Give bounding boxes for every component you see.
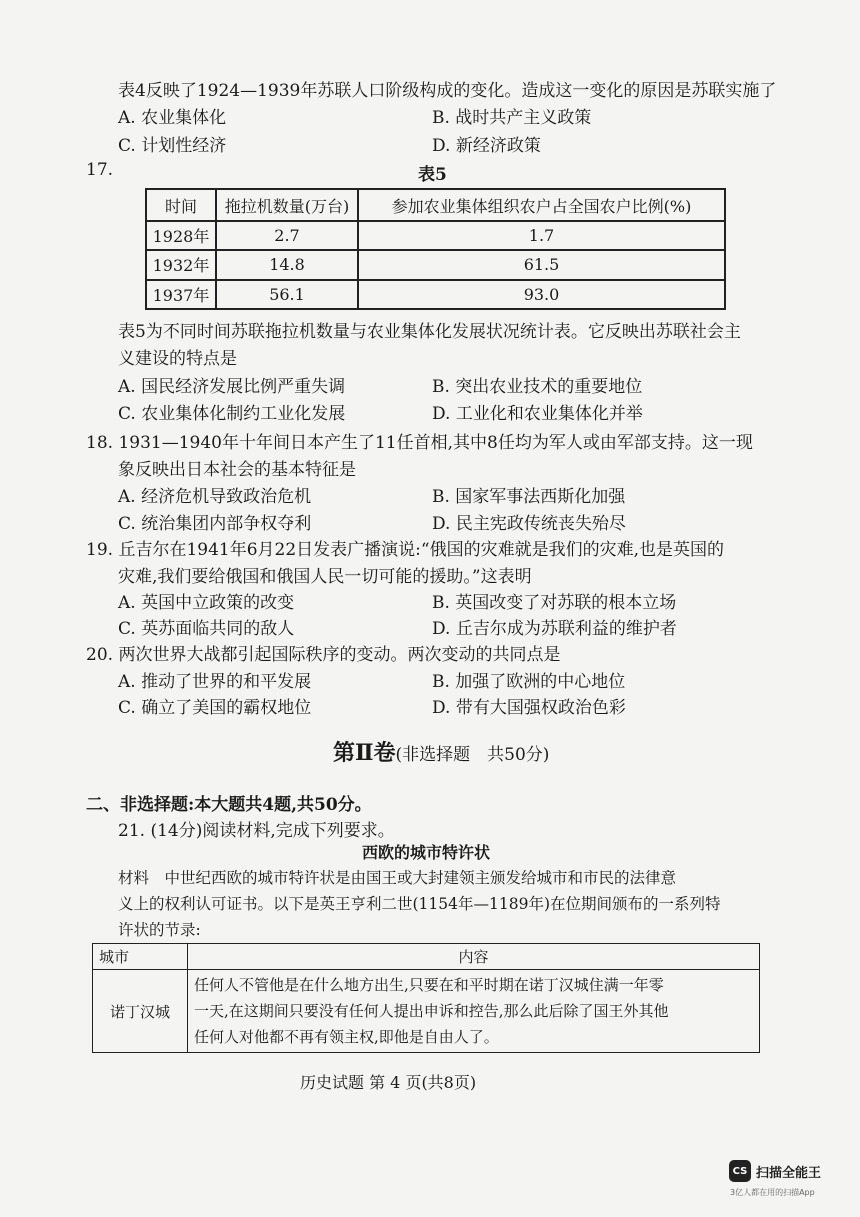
table5-cell: 56.1 <box>216 280 358 309</box>
q19-option-d: D. 丘吉尔成为苏联利益的维护者 <box>432 619 677 639</box>
q21-stem: 21. (14分)阅读材料,完成下列要求。 <box>118 821 395 841</box>
q18-option-c: C. 统治集团内部争权夺利 <box>118 514 312 534</box>
q17-stem-line2: 义建设的特点是 <box>118 349 237 369</box>
q17-option-d: D. 工业化和农业集体化并举 <box>432 404 643 424</box>
watermark-name: 扫描全能王 <box>756 1166 822 1181</box>
q19-option-a: A. 英国中立政策的改变 <box>118 593 295 613</box>
charter-content-line1: 任何人不管他是在什么地方出生,只要在和平时期在诺丁汉城住满一年零 <box>194 976 664 994</box>
q18-stem-line2: 象反映出日本社会的基本特征是 <box>118 460 356 480</box>
table5-cell: 1.7 <box>358 221 725 250</box>
material-line3: 许状的节录: <box>118 921 201 939</box>
material-title: 西欧的城市特许状 <box>362 843 491 862</box>
table5-cell: 2.7 <box>216 221 358 250</box>
q19-option-b: B. 英国改变了对苏联的根本立场 <box>432 593 677 613</box>
table5-header-time: 时间 <box>146 189 216 221</box>
q20-option-a: A. 推动了世界的和平发展 <box>118 672 312 692</box>
q19-stem-line1: 19. 丘吉尔在1941年6月22日发表广播演说:“俄国的灾难就是我们的灾难,也是英国的 <box>86 540 724 560</box>
charter-header-city: 城市 <box>93 944 188 970</box>
q16-option-c: C. 计划性经济 <box>118 136 227 156</box>
charter-content-line2: 一天,在这期间只要没有任何人提出申诉和控告,那么此后除了国王外其他 <box>194 1002 669 1020</box>
table-row <box>146 280 725 309</box>
q17-option-b: B. 突出农业技术的重要地位 <box>432 377 643 397</box>
table-row <box>146 250 725 279</box>
table-row <box>93 970 760 1053</box>
watermark-tagline: 3亿人都在用的扫描App <box>730 1188 815 1197</box>
charter-table <box>92 943 760 1053</box>
charter-header-row <box>93 944 760 970</box>
material-line2: 义上的权利认可证书。以下是英王亨利二世(1154年—1189年)在位期间颁布的一系列特 <box>118 895 721 913</box>
q16-option-a: A. 农业集体化 <box>118 108 227 128</box>
charter-content-line3: 任何人对他都不再有领主权,即他是自由人了。 <box>194 1028 499 1046</box>
table5-cell: 1932年 <box>146 250 216 279</box>
q17-number: 17. <box>86 160 114 180</box>
q19-option-c: C. 英苏面临共同的敌人 <box>118 619 295 639</box>
q18-option-a: A. 经济危机导致政治危机 <box>118 487 312 507</box>
part2-subtitle: (非选择题 共50分) <box>395 745 550 765</box>
q17-option-a: A. 国民经济发展比例严重失调 <box>118 377 346 397</box>
table5-cell: 1928年 <box>146 221 216 250</box>
q16-option-d: D. 新经济政策 <box>432 136 541 156</box>
table5 <box>145 188 726 310</box>
part2-title: 第Ⅱ卷 <box>333 740 396 766</box>
table5-header-tractors: 拖拉机数量(万台) <box>216 189 358 221</box>
q20-option-c: C. 确立了美国的霸权地位 <box>118 698 312 718</box>
table5-header-ratio: 参加农业集体组织农户占全国农户比例(%) <box>358 189 725 221</box>
page-footer: 历史试题 第 4 页(共8页) <box>300 1073 477 1092</box>
table5-cell: 93.0 <box>358 280 725 309</box>
section-heading: 二、非选择题:本大题共4题,共50分。 <box>86 795 372 815</box>
table5-cell: 61.5 <box>358 250 725 279</box>
table5-cell: 14.8 <box>216 250 358 279</box>
table5-cell: 1937年 <box>146 280 216 309</box>
q18-option-d: D. 民主宪政传统丧失殆尽 <box>432 514 626 534</box>
q20-option-b: B. 加强了欧洲的中心地位 <box>432 672 626 692</box>
table5-header-row <box>146 189 725 221</box>
q18-option-b: B. 国家军事法西斯化加强 <box>432 487 626 507</box>
q20-option-d: D. 带有大国强权政治色彩 <box>432 698 626 718</box>
q19-stem-line2: 灾难,我们要给俄国和俄国人民一切可能的援助。”这表明 <box>118 567 532 587</box>
q18-stem-line1: 18. 1931—1940年十年间日本产生了11任首相,其中8任均为军人或由军部支持。这一现 <box>86 433 753 453</box>
charter-city: 诺丁汉城 <box>93 970 188 1053</box>
material-line1: 材料 中世纪西欧的城市特许状是由国王或大封建领主颁发给城市和市民的法律意 <box>118 869 677 887</box>
q17-stem-line1: 表5为不同时间苏联拖拉机数量与农业集体化发展状况统计表。它反映出苏联社会主 <box>118 322 741 342</box>
q20-stem: 20. 两次世界大战都引起国际秩序的变动。两次变动的共同点是 <box>86 645 561 665</box>
part2-heading <box>333 736 549 767</box>
table-row <box>146 221 725 250</box>
table5-title: 表5 <box>418 165 447 185</box>
charter-header-content: 内容 <box>188 944 760 970</box>
q17-option-c: C. 农业集体化制约工业化发展 <box>118 404 346 424</box>
charter-content <box>188 970 760 1053</box>
q16-option-b: B. 战时共产主义政策 <box>432 108 592 128</box>
camscanner-logo-icon: CS <box>729 1160 751 1182</box>
q16-stem: 表4反映了1924—1939年苏联人口阶级构成的变化。造成这一变化的原因是苏联实施了 <box>118 81 777 101</box>
